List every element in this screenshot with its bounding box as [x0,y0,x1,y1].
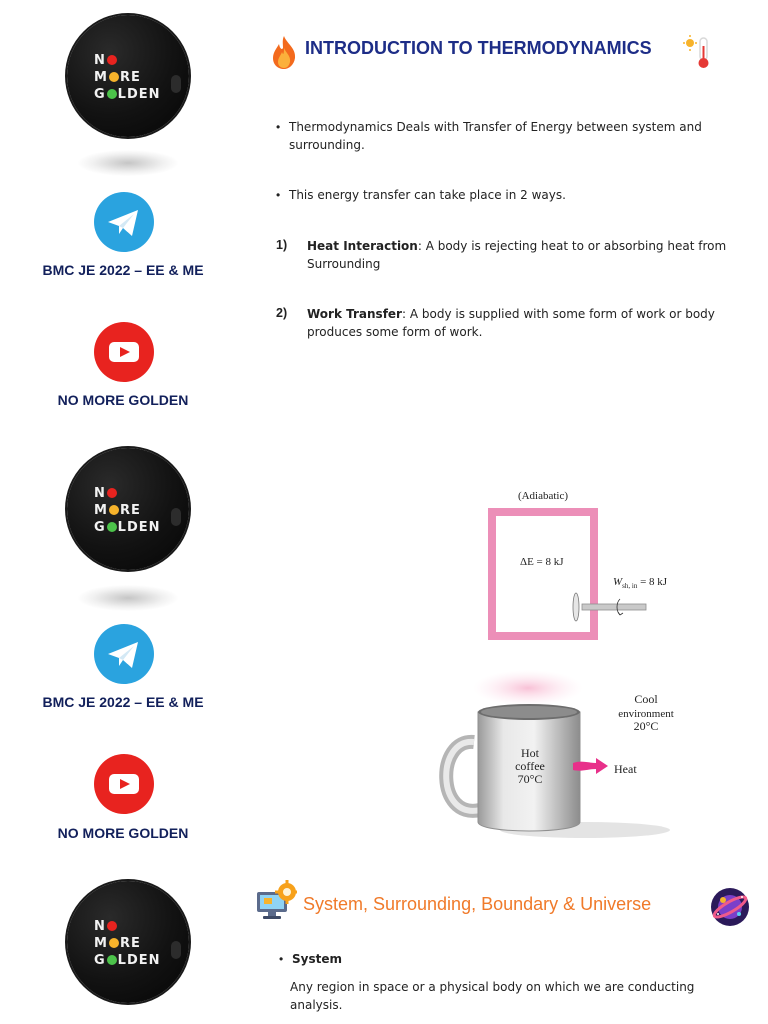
mug-label-hot: Hot [521,746,539,760]
green-dot-icon [107,522,117,532]
logo-shadow [78,150,178,176]
red-dot-icon [107,921,117,931]
item-number: 2) [276,306,288,320]
telegram-icon[interactable] [94,624,154,684]
cool-label-line3: 20°C [633,719,659,733]
youtube-label[interactable]: NO MORE GOLDEN [57,825,189,841]
shaft-work-label: $W_{sh, in} = 8$ kJ [613,576,668,590]
telegram-label[interactable]: BMC JE 2022 – EE & ME [42,262,204,278]
telegram-icon[interactable] [94,192,154,252]
system-definition: Any region in space or a physical body on which we are conducting analysis. [290,980,695,1012]
channel-logo: N M RE G LDEN [67,15,189,137]
galaxy-icon [709,886,751,928]
channel-logo: N M RE G LDEN [67,881,189,1003]
cool-label-line2: environment [618,708,674,720]
fire-icon [269,34,299,70]
bullet-dot: • [279,952,284,966]
bullet-dot: • [276,120,281,134]
logo-shadow [78,585,178,611]
coffee-mug-figure [430,670,700,850]
item-heat-interaction: Heat Interaction: A body is rejecting heat to or absorbing heat from Surrounding [307,239,727,271]
computer-gear-icon [255,880,297,922]
heat-label: Heat [614,762,637,776]
channel-logo: N M RE G LDEN [67,448,189,570]
red-dot-icon [107,55,117,65]
figure-caption: (Adiabatic) [517,490,569,502]
section-title: System, Surrounding, Boundary & Universe [303,894,652,914]
youtube-icon[interactable] [94,754,154,814]
adiabatic-system-figure [470,486,680,652]
cool-label-line1: Cool [634,692,658,706]
red-dot-icon [107,488,117,498]
youtube-label[interactable]: NO MORE GOLDEN [57,392,189,408]
bullet-energy-transfer: This energy transfer can take place in 2 ways. [289,188,566,202]
green-dot-icon [107,955,117,965]
system-heading: System [292,952,342,966]
bullet-dot: • [276,188,281,202]
sun-thermometer-icon [683,34,715,70]
orange-dot-icon [109,72,119,82]
orange-dot-icon [109,505,119,515]
youtube-icon[interactable] [94,322,154,382]
paddle-wheel [573,593,579,621]
mug-label-coffee: coffee [515,759,545,773]
green-dot-icon [107,89,117,99]
page-title: INTRODUCTION TO THERMODYNAMICS [305,38,652,58]
item-number: 1) [276,238,288,252]
telegram-label[interactable]: BMC JE 2022 – EE & ME [42,694,204,710]
orange-dot-icon [109,938,119,948]
energy-change-label: ΔE = 8 kJ [520,556,564,568]
bullet-thermodynamics-definition: Thermodynamics Deals with Transfer of Energy between system and surrounding. [289,120,702,152]
item-work-transfer: Work Transfer: A body is supplied with some form of work or body produces some form of work. [307,307,715,339]
mug-label-temp: 70°C [517,772,543,786]
